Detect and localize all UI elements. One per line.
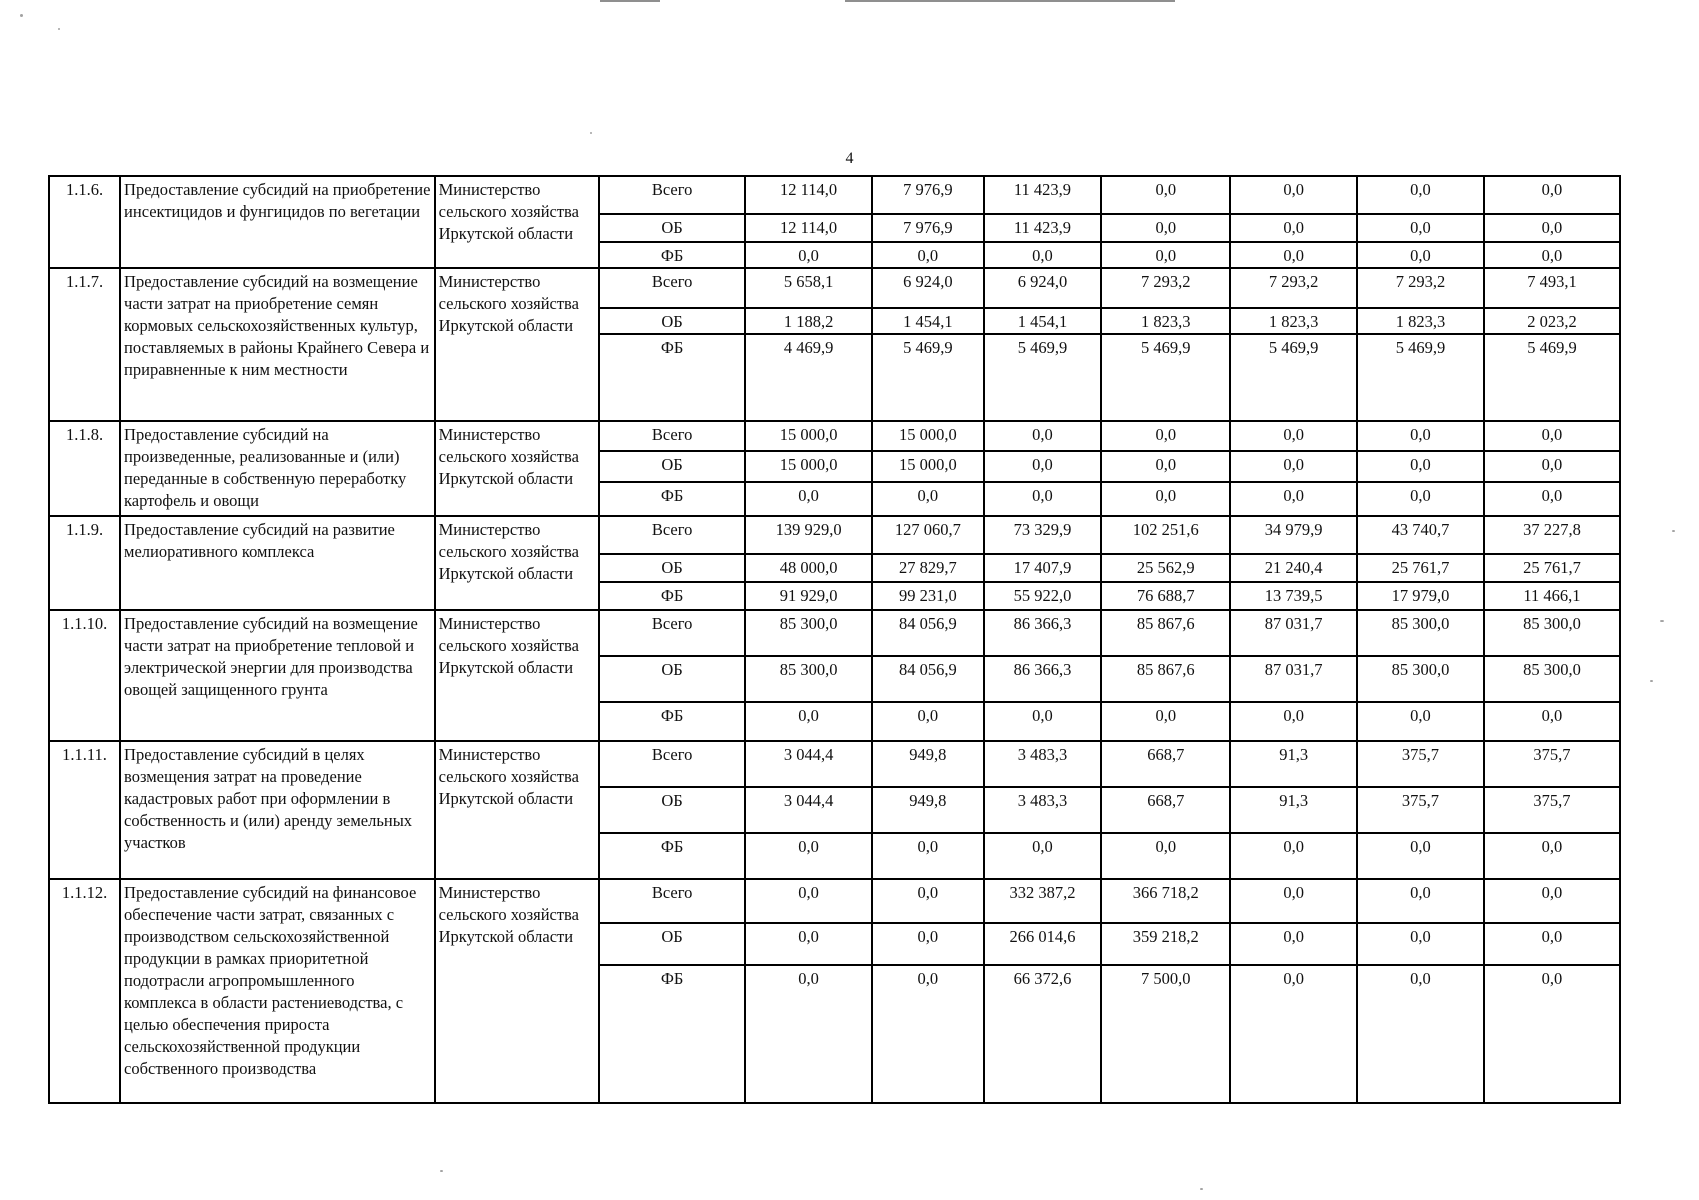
amount-cell: 0,0: [1230, 702, 1357, 741]
amount-cell: 0,0: [1357, 923, 1484, 965]
responsible-executor: Министерство сельского хозяйства Иркутской области: [435, 610, 599, 741]
row-description: Предоставление субсидий на возмещение части затрат на приобретение семян кормовых сельскохозяйственных культур, поставляемых в районы Крайнего Севера и приравненные к ним местности: [120, 268, 435, 421]
amount-cell: 0,0: [1357, 482, 1484, 516]
amount-cell: 5 469,9: [984, 334, 1102, 421]
page-number: 4: [845, 150, 854, 167]
amount-cell: 0,0: [1357, 451, 1484, 482]
amount-cell: 3 044,4: [745, 741, 872, 787]
amount-cell: 25 562,9: [1101, 554, 1230, 582]
amount-cell: 0,0: [745, 482, 872, 516]
amount-cell: 0,0: [1484, 923, 1620, 965]
amount-cell: 91,3: [1230, 741, 1357, 787]
amount-cell: 1 454,1: [984, 308, 1102, 334]
amount-cell: 668,7: [1101, 741, 1230, 787]
funding-source: ОБ: [599, 787, 745, 833]
amount-cell: 3 483,3: [984, 787, 1102, 833]
amount-cell: 15 000,0: [872, 421, 984, 451]
amount-cell: 0,0: [745, 833, 872, 879]
amount-cell: 0,0: [1484, 702, 1620, 741]
funding-source: ОБ: [599, 923, 745, 965]
amount-cell: 87 031,7: [1230, 610, 1357, 656]
funding-source: ОБ: [599, 214, 745, 242]
amount-cell: 949,8: [872, 741, 984, 787]
amount-cell: 0,0: [1230, 879, 1357, 923]
responsible-executor: Министерство сельского хозяйства Иркутской области: [435, 421, 599, 516]
amount-cell: 66 372,6: [984, 965, 1102, 1103]
amount-cell: 0,0: [1484, 879, 1620, 923]
amount-cell: 0,0: [1230, 214, 1357, 242]
amount-cell: 4 469,9: [745, 334, 872, 421]
amount-cell: 7 493,1: [1484, 268, 1620, 308]
amount-cell: 127 060,7: [872, 516, 984, 554]
amount-cell: 7 293,2: [1357, 268, 1484, 308]
row-number: 1.1.8.: [49, 421, 120, 516]
amount-cell: 0,0: [1357, 879, 1484, 923]
amount-cell: 0,0: [872, 833, 984, 879]
amount-cell: 0,0: [872, 482, 984, 516]
amount-cell: 85 300,0: [745, 656, 872, 702]
funding-source: ФБ: [599, 334, 745, 421]
responsible-executor: Министерство сельского хозяйства Иркутской области: [435, 879, 599, 1103]
amount-cell: 0,0: [1101, 214, 1230, 242]
amount-cell: 0,0: [1357, 833, 1484, 879]
amount-cell: 25 761,7: [1484, 554, 1620, 582]
amount-cell: 85 867,6: [1101, 610, 1230, 656]
amount-cell: 25 761,7: [1357, 554, 1484, 582]
amount-cell: 12 114,0: [745, 176, 872, 214]
funding-source: ОБ: [599, 451, 745, 482]
amount-cell: 85 300,0: [745, 610, 872, 656]
amount-cell: 366 718,2: [1101, 879, 1230, 923]
amount-cell: 0,0: [1357, 421, 1484, 451]
amount-cell: 11 466,1: [1484, 582, 1620, 610]
amount-cell: 85 300,0: [1484, 610, 1620, 656]
amount-cell: 0,0: [1101, 833, 1230, 879]
amount-cell: 1 188,2: [745, 308, 872, 334]
amount-cell: 85 300,0: [1484, 656, 1620, 702]
amount-cell: 85 300,0: [1357, 656, 1484, 702]
amount-cell: 0,0: [872, 965, 984, 1103]
funding-source: ОБ: [599, 656, 745, 702]
responsible-executor: Министерство сельского хозяйства Иркутской области: [435, 516, 599, 610]
amount-cell: 21 240,4: [1230, 554, 1357, 582]
row-number: 1.1.7.: [49, 268, 120, 421]
amount-cell: 55 922,0: [984, 582, 1102, 610]
budget-table: [48, 175, 1621, 1104]
row-number: 1.1.12.: [49, 879, 120, 1103]
funding-source: ФБ: [599, 242, 745, 268]
table-row: [49, 176, 1620, 214]
funding-source: ОБ: [599, 308, 745, 334]
amount-cell: 84 056,9: [872, 610, 984, 656]
amount-cell: 0,0: [872, 879, 984, 923]
amount-cell: 0,0: [1101, 176, 1230, 214]
amount-cell: 85 300,0: [1357, 610, 1484, 656]
amount-cell: 11 423,9: [984, 176, 1102, 214]
responsible-executor: Министерство сельского хозяйства Иркутской области: [435, 741, 599, 879]
amount-cell: 5 469,9: [1230, 334, 1357, 421]
amount-cell: 43 740,7: [1357, 516, 1484, 554]
amount-cell: 11 423,9: [984, 214, 1102, 242]
amount-cell: 5 658,1: [745, 268, 872, 308]
row-number: 1.1.10.: [49, 610, 120, 741]
amount-cell: 7 976,9: [872, 214, 984, 242]
amount-cell: 5 469,9: [872, 334, 984, 421]
funding-source: ОБ: [599, 554, 745, 582]
amount-cell: 0,0: [1484, 421, 1620, 451]
funding-source: Всего: [599, 421, 745, 451]
amount-cell: 0,0: [872, 923, 984, 965]
amount-cell: 6 924,0: [984, 268, 1102, 308]
funding-source: Всего: [599, 516, 745, 554]
amount-cell: 0,0: [1484, 214, 1620, 242]
amount-cell: 84 056,9: [872, 656, 984, 702]
amount-cell: 91,3: [1230, 787, 1357, 833]
table-row: [49, 610, 1620, 656]
funding-source: Всего: [599, 879, 745, 923]
table-body: [49, 176, 1620, 1103]
amount-cell: 87 031,7: [1230, 656, 1357, 702]
amount-cell: 0,0: [984, 702, 1102, 741]
row-description: Предоставление субсидий на произведенные, реализованные и (или) переданные в собственную переработку картофель и овощи: [120, 421, 435, 516]
amount-cell: 0,0: [1484, 176, 1620, 214]
amount-cell: 375,7: [1484, 787, 1620, 833]
amount-cell: 76 688,7: [1101, 582, 1230, 610]
amount-cell: 13 739,5: [1230, 582, 1357, 610]
table-row: [49, 879, 1620, 923]
amount-cell: 15 000,0: [745, 421, 872, 451]
amount-cell: 0,0: [1484, 965, 1620, 1103]
funding-source: ФБ: [599, 582, 745, 610]
amount-cell: 0,0: [1357, 214, 1484, 242]
funding-source: Всего: [599, 176, 745, 214]
amount-cell: 0,0: [872, 242, 984, 268]
amount-cell: 0,0: [745, 965, 872, 1103]
amount-cell: 2 023,2: [1484, 308, 1620, 334]
amount-cell: 5 469,9: [1484, 334, 1620, 421]
amount-cell: 0,0: [984, 242, 1102, 268]
amount-cell: 17 407,9: [984, 554, 1102, 582]
row-description: Предоставление субсидий на приобретение инсектицидов и фунгицидов по вегетации: [120, 176, 435, 268]
amount-cell: 0,0: [1484, 833, 1620, 879]
row-number: 1.1.11.: [49, 741, 120, 879]
amount-cell: 15 000,0: [745, 451, 872, 482]
row-number: 1.1.9.: [49, 516, 120, 610]
amount-cell: 266 014,6: [984, 923, 1102, 965]
funding-source: Всего: [599, 268, 745, 308]
funding-source: ФБ: [599, 965, 745, 1103]
row-description: Предоставление субсидий в целях возмещения затрат на проведение кадастровых работ при оформлении в собственность и (или) аренду земельных участков: [120, 741, 435, 879]
amount-cell: 375,7: [1357, 787, 1484, 833]
funding-source: ФБ: [599, 482, 745, 516]
amount-cell: 0,0: [1230, 965, 1357, 1103]
table-row: [49, 741, 1620, 787]
row-description: Предоставление субсидий на финансовое обеспечение части затрат, связанных с производством сельскохозяйственной продукции в рамках приоритетной подотрасли агропромышленного комплекса в области растениеводства, с целью обеспечения прироста сельскохозяйственной продукции собственного производства: [120, 879, 435, 1103]
amount-cell: 12 114,0: [745, 214, 872, 242]
amount-cell: 0,0: [1230, 176, 1357, 214]
amount-cell: 7 293,2: [1230, 268, 1357, 308]
amount-cell: 3 044,4: [745, 787, 872, 833]
amount-cell: 0,0: [1357, 965, 1484, 1103]
amount-cell: 0,0: [1230, 421, 1357, 451]
amount-cell: 0,0: [1101, 702, 1230, 741]
amount-cell: 668,7: [1101, 787, 1230, 833]
amount-cell: 1 823,3: [1230, 308, 1357, 334]
amount-cell: 0,0: [1357, 176, 1484, 214]
amount-cell: 91 929,0: [745, 582, 872, 610]
amount-cell: 7 500,0: [1101, 965, 1230, 1103]
amount-cell: 0,0: [1484, 242, 1620, 268]
amount-cell: 34 979,9: [1230, 516, 1357, 554]
table-row: [49, 268, 1620, 308]
amount-cell: 0,0: [984, 833, 1102, 879]
amount-cell: 17 979,0: [1357, 582, 1484, 610]
amount-cell: 0,0: [1484, 482, 1620, 516]
amount-cell: 375,7: [1484, 741, 1620, 787]
row-number: 1.1.6.: [49, 176, 120, 268]
amount-cell: 0,0: [1230, 833, 1357, 879]
amount-cell: 0,0: [1230, 451, 1357, 482]
row-description: Предоставление субсидий на возмещение части затрат на приобретение тепловой и электрической энергии для производства овощей защищенного грунта: [120, 610, 435, 741]
amount-cell: 5 469,9: [1357, 334, 1484, 421]
row-description: Предоставление субсидий на развитие мелиоративного комплекса: [120, 516, 435, 610]
responsible-executor: Министерство сельского хозяйства Иркутской области: [435, 268, 599, 421]
amount-cell: 99 231,0: [872, 582, 984, 610]
amount-cell: 0,0: [984, 482, 1102, 516]
funding-source: ФБ: [599, 702, 745, 741]
amount-cell: 27 829,7: [872, 554, 984, 582]
amount-cell: 0,0: [745, 702, 872, 741]
amount-cell: 6 924,0: [872, 268, 984, 308]
funding-source: ФБ: [599, 833, 745, 879]
amount-cell: 102 251,6: [1101, 516, 1230, 554]
amount-cell: 0,0: [1230, 482, 1357, 516]
amount-cell: 7 976,9: [872, 176, 984, 214]
amount-cell: 48 000,0: [745, 554, 872, 582]
amount-cell: 85 867,6: [1101, 656, 1230, 702]
amount-cell: 86 366,3: [984, 610, 1102, 656]
amount-cell: 139 929,0: [745, 516, 872, 554]
amount-cell: 0,0: [1101, 421, 1230, 451]
amount-cell: 0,0: [745, 242, 872, 268]
amount-cell: 5 469,9: [1101, 334, 1230, 421]
table-row: [49, 421, 1620, 451]
amount-cell: 0,0: [1230, 923, 1357, 965]
amount-cell: 0,0: [1101, 451, 1230, 482]
amount-cell: 7 293,2: [1101, 268, 1230, 308]
amount-cell: 73 329,9: [984, 516, 1102, 554]
amount-cell: 0,0: [984, 451, 1102, 482]
table-row: [49, 516, 1620, 554]
amount-cell: 0,0: [745, 879, 872, 923]
amount-cell: 0,0: [745, 923, 872, 965]
amount-cell: 1 454,1: [872, 308, 984, 334]
amount-cell: 15 000,0: [872, 451, 984, 482]
funding-source: Всего: [599, 741, 745, 787]
amount-cell: 1 823,3: [1357, 308, 1484, 334]
amount-cell: 0,0: [1101, 242, 1230, 268]
amount-cell: 0,0: [1101, 482, 1230, 516]
amount-cell: 0,0: [984, 421, 1102, 451]
responsible-executor: Министерство сельского хозяйства Иркутской области: [435, 176, 599, 268]
amount-cell: 3 483,3: [984, 741, 1102, 787]
funding-source: Всего: [599, 610, 745, 656]
amount-cell: 0,0: [1357, 702, 1484, 741]
amount-cell: 375,7: [1357, 741, 1484, 787]
amount-cell: 0,0: [1484, 451, 1620, 482]
amount-cell: 0,0: [1357, 242, 1484, 268]
amount-cell: 359 218,2: [1101, 923, 1230, 965]
amount-cell: 0,0: [1230, 242, 1357, 268]
amount-cell: 37 227,8: [1484, 516, 1620, 554]
amount-cell: 1 823,3: [1101, 308, 1230, 334]
amount-cell: 0,0: [872, 702, 984, 741]
amount-cell: 332 387,2: [984, 879, 1102, 923]
amount-cell: 86 366,3: [984, 656, 1102, 702]
amount-cell: 949,8: [872, 787, 984, 833]
